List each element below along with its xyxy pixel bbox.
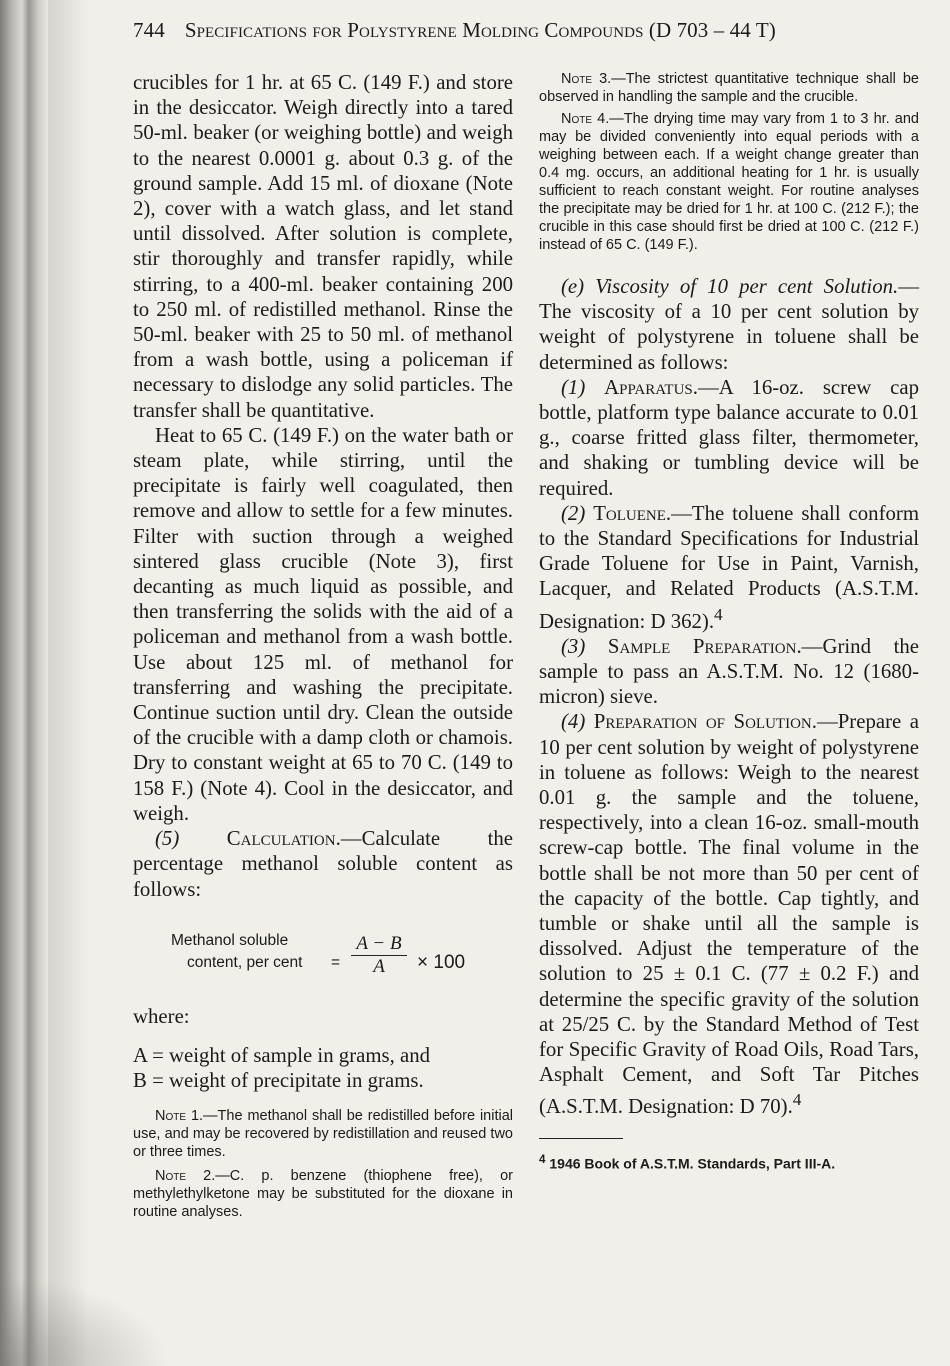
- formula-equals: =: [331, 953, 341, 971]
- subsection-apparatus: (1) Apparatus.—A 16-oz. screw cap bottle, platform type balance accurate to 0.01 g., coarse fritted glass filter, thermometer, and shaking or tumbling device will be required.: [539, 375, 919, 500]
- definition-b: B = weight of precipitate in grams.: [133, 1069, 424, 1093]
- header-title: Specifications for Polystyrene Molding Compounds: [184, 18, 644, 42]
- note-3: Note 3.—The strictest quantitative technique shall be observed in handling the sample and the crucible.: [539, 71, 919, 105]
- viscosity-heading: Viscosity of 10 per cent Solution.: [595, 275, 899, 298]
- note-4: Note 4.—The drying time may vary from 1 to 3 hr. and may be divided conveniently into equal periods with a weighing between each. If a weight change greater than 0.4 mg. occurs, an additional heating for 1 hr. is usually sufficient to reach constant weight. For routine analyses the precipitate may be dried for 1 hr. at 100 C. (212 F.); the crucible in this case should first be dried at 100 C. (212 F.) instead of 65 C. (149 F.).: [539, 111, 919, 253]
- calculation-heading: Calculation: [226, 827, 336, 851]
- subsection-sample-preparation: (3) Sample Preparation.—Grind the sample to pass an A.S.T.M. No. 12 (1680-micron) sieve.: [539, 634, 920, 709]
- where-label: where:: [133, 1004, 190, 1028]
- subsection-toluene: (2) Toluene.—The toluene shall conform to the Standard Specifications for Industrial Grade Toluene for Use in Paint, Varnish, Lacquer, and Related Products (A.S.T.M. Designation: D 362).$^4$: [539, 501, 920, 633]
- section-e-viscosity: (e) Viscosity of 10 per cent Solution.— The viscosity of a 10 per cent solution by weight of polystyrene in toluene shall be determined as follows:: [539, 275, 919, 374]
- paragraph-heating: Heat to 65 C. (149 F.) on the water bath or steam plate, while stirring, until the precipitate is fairly well coagulated, then remove and allow to settle for a few minutes. Filter with suction through a weighed sintered glass crucible (Note 3), first decanting as much liquid as possible, and then transferring the solids with the aid of a policeman and methanol from a wash bottle. Use about 125 ml. of methanol for transferring and washing the precipitate. Continue suction until dry. Clean the outside of the crucible with a damp cloth or chamois. Dry to constant weight at 65 to 70 C. (149 to 158 F.) (Note 4). Cool in the desiccator, and weigh.: [133, 423, 513, 825]
- page-number: 744: [133, 18, 165, 42]
- methanol-formula: [171, 928, 513, 994]
- left-column: [133, 70, 513, 1221]
- paragraph-calculation: (5) Calculation.—Calculate the percentage methanol soluble content as follows:: [133, 827, 513, 901]
- footnote: $^4$ 1946 Book of A.S.T.M. Standards, Part III-A.: [539, 1152, 836, 1172]
- note-2: Note 2.—C. p. benzene (thiophene free), or methylethylketone may be substituted for the dioxane in routine analyses.: [133, 1168, 513, 1221]
- header-designation: (D 703 – 44 T): [648, 18, 776, 42]
- subsection-preparation-of-solution: (4) Preparation of Solution.—Prepare a 10 per cent solution by weight of polystyrene in toluene as follows: Weigh to the nearest 0.01 g. the sample and the toluene, respectively, into a clean 16-oz. small-mouth screw-cap bottle. The final volume in the bottle shall be not more than 50 per cent of the capacity of the bottle. Cap tightly, and tumble or shake until all the sample is dissolved. Adjust the temperature of the solution to 25 ± 0.1 C. (77 ± 0.2 F.) and determine the specific gravity of the solution at 25/25 C. by the Standard Method of Test for Specific Gravity of Road Oils, Road Tars, Asphalt Cement, and Soft Tar Pitches (A.S.T.M. Designation: D 70).$^4$: [539, 710, 920, 1119]
- footnote-ref: 4: [714, 604, 723, 624]
- formula-fraction: [351, 933, 407, 978]
- definition-a: A = weight of sample in grams, and: [133, 1043, 431, 1067]
- formula-multiplier: × 100: [417, 951, 466, 973]
- right-column: [539, 70, 919, 1176]
- note-1: Note 1.—The methanol shall be redistilled before initial use, and may be recovered by redistillation and reused two or three times.: [133, 1108, 513, 1161]
- formula-denominator: A: [373, 955, 385, 977]
- page-corner-shadow: [0, 1276, 170, 1366]
- paragraph-procedure: crucibles for 1 hr. at 65 C. (149 F.) and store in the desiccator. Weigh directly into a tared 50-ml. beaker (or weighing bottle) and weigh to the nearest 0.0001 g. about 0.3 g. of the ground sample. Add 15 ml. of dioxane (Note 2), cover with a watch glass, and let stand until dissolved. After solution is complete, stir thoroughly and transfer rapidly, while stirring, to a 400-ml. beaker containing 200 to 250 ml. of redistilled methanol. Rinse the 50-ml. beaker with 25 to 50 ml. of methanol from a wash bottle, using a policeman if necessary to dislodge any solid particles. The transfer shall be quantitative.: [133, 71, 513, 422]
- running-header: [133, 18, 893, 48]
- formula-label-line1: Methanol soluble: [171, 931, 289, 949]
- formula-numerator: A − B: [351, 933, 407, 956]
- formula-label-line2: content, per cent: [187, 953, 303, 971]
- book-spine-shadow: [0, 0, 48, 1366]
- gutter-shadow: [48, 0, 88, 1366]
- footnote-divider: [539, 1138, 623, 1139]
- footnote-ref: 4: [792, 1090, 802, 1110]
